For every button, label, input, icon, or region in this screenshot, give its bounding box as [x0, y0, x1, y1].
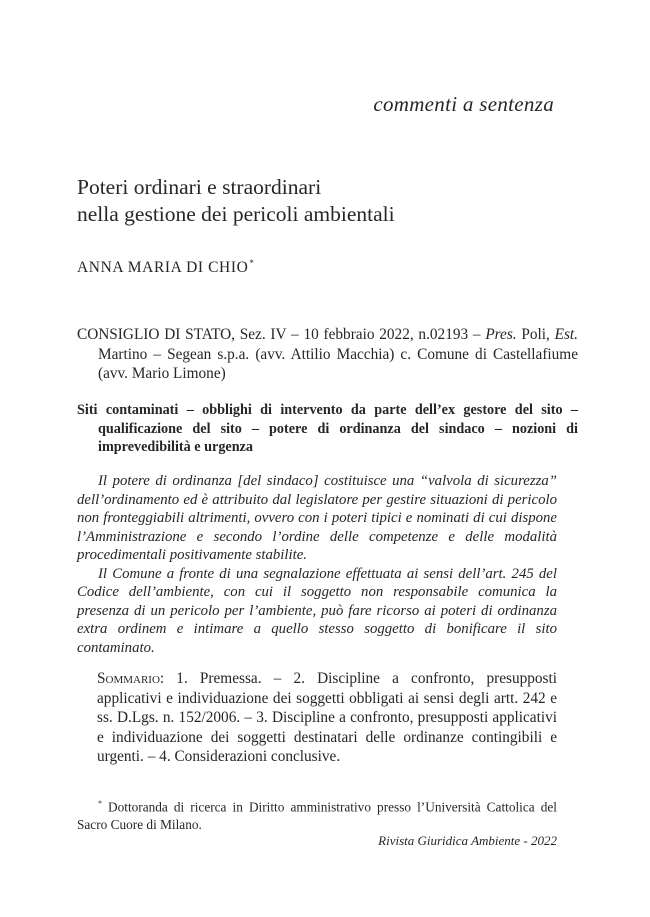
journal-footer: Rivista Giuridica Ambiente - 2022 [378, 833, 557, 848]
summary-label: Sommario: [97, 670, 165, 687]
title-line-1: Poteri ordinari e straordinari [77, 175, 322, 199]
citation-pres-label: Pres. [485, 326, 517, 343]
article-title [77, 174, 395, 228]
massima-paragraph-1: Il potere di ordinanza [del sindaco] costituisce una “valvola di sicurezza” dell’ordinamento ed è attribuito dal legislatore per gestire situazioni di pericolo non fronteggiabili altrimenti, ovvero con i poteri tipici e nominati di cui dispone l’Amministrazione e secondo l’ordine delle competenze e delle modalità procedimentali positivamente stabilite. [77, 473, 557, 563]
footnote [77, 795, 557, 834]
author-text: ANNA MARIA DI CHIO [77, 259, 249, 277]
footnote-text: Dottoranda di ricerca in Diritto amministrativo presso l’Università Cattolica del Sacro Cuore di Milano. [77, 799, 557, 833]
footnote-mark: * [98, 799, 102, 808]
author-name [77, 258, 255, 277]
citation-pres-name: Poli, [516, 326, 555, 343]
case-citation [77, 325, 578, 384]
section-tag: commenti a sentenza [373, 92, 554, 116]
massima-paragraph-2: Il Comune a fronte di una segnalazione effettuata ai sensi dell’art. 245 del Codice dell’ambiente, con cui il soggetto non responsabile comunica la presenza di un pericolo per l’ambiente, può fare ricorso ai poteri di ordinanza extra ordinem e intimare a quello stesso soggetto di bonificare il sito contaminato. [77, 565, 557, 656]
title-line-2: nella gestione dei pericoli ambientali [77, 202, 395, 226]
author-footnote-mark: * [249, 258, 255, 268]
citation-court: CONSIGLIO DI STATO, Sez. IV – 10 febbraio 2022, n.02193 – [77, 326, 486, 343]
summary-text: 1. Premessa. – 2. Discipline a confronto, presupposti applicativi e individuazione dei soggetti obbligati ai sensi degli artt. 242 e ss. D.Lgs. n. 152/2006. – 3. Discipline a confronto, presupposti applicativi e individuazione dei soggetti destinatari delle ordinanze contingibili e urgenti. – 4. Considerazioni conclusive. [97, 670, 557, 765]
citation-est-label: Est. [554, 326, 578, 343]
citation-rest: Martino – Segean s.p.a. (avv. Attilio Macchia) c. Comune di Castellafiume (avv. Mario Limone) [98, 345, 578, 382]
keywords-heading: Siti contaminati – obblighi di intervento da parte dell’ex gestore del sito – qualificazione del sito – potere di ordinanza del sindaco – nozioni di imprevedibilità e urgenza [77, 402, 578, 455]
massima [77, 472, 557, 657]
summary [97, 669, 557, 767]
